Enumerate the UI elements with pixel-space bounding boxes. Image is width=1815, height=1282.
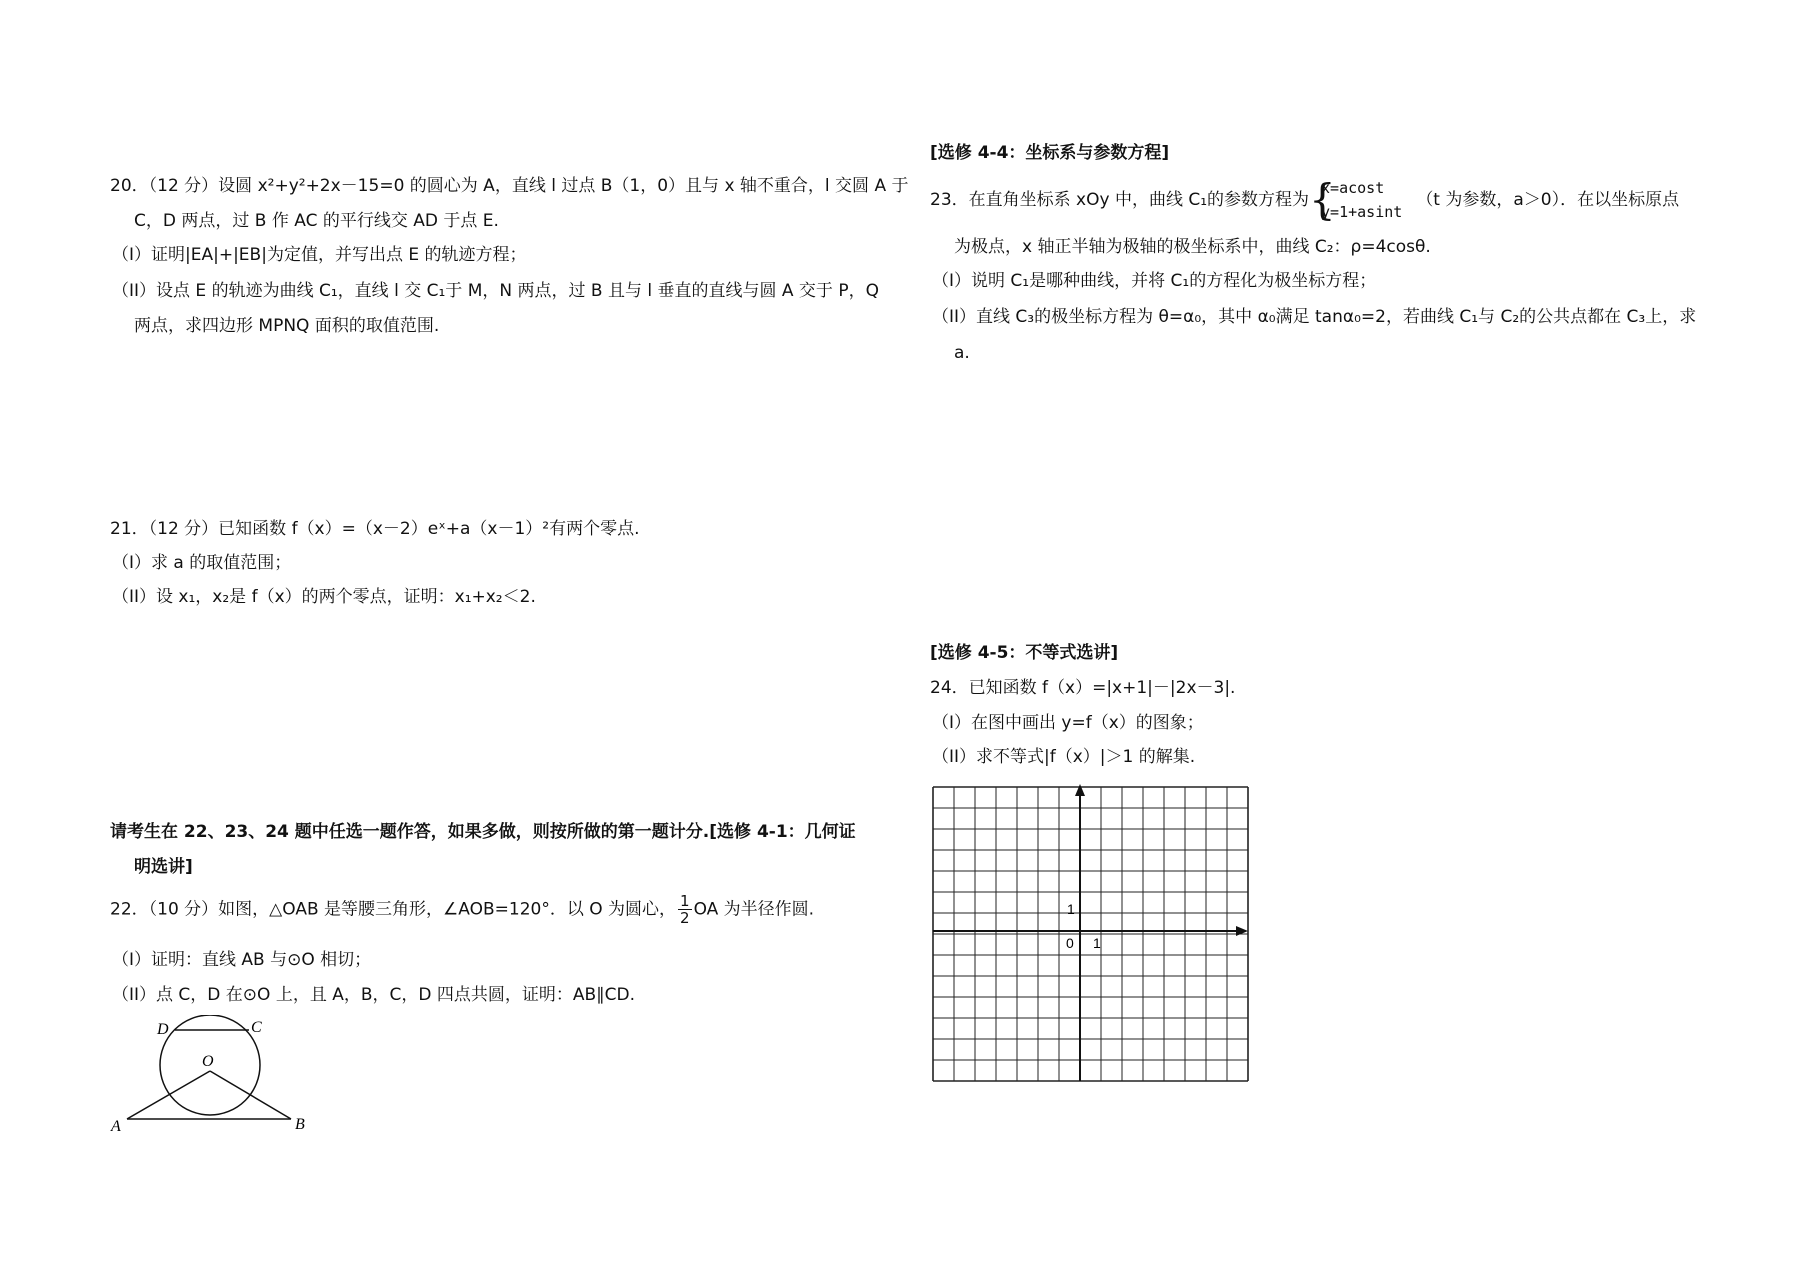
q22-geometry-figure	[105, 1015, 325, 1135]
q23-parametric-system	[1309, 176, 1402, 224]
y-axis-arrow-icon	[1075, 784, 1085, 796]
instruction-line2: 明选讲]	[134, 857, 193, 877]
q23-prefix: 23．在直角坐标系 xOy 中，曲线 C₁的参数方程为	[930, 190, 1310, 210]
grid-lines	[933, 787, 1248, 1081]
label-o: O	[202, 1053, 214, 1070]
label-a: A	[111, 1118, 121, 1135]
segment-ob	[210, 1071, 291, 1119]
grid-label-origin: 0	[1066, 935, 1074, 951]
q23-eq1: x=acost	[1321, 179, 1385, 197]
grid-label-y-one: 1	[1067, 901, 1075, 917]
q24-part1: （I）在图中画出 y=f（x）的图象；	[932, 713, 1204, 733]
q22-part1: （I）证明：直线 AB 与⊙O 相切；	[112, 950, 372, 970]
label-c: C	[251, 1019, 262, 1036]
q24-line1: 24．已知函数 f（x）=|x+1|－|2x－3|.	[930, 678, 1236, 698]
q22-fraction	[678, 893, 692, 926]
q23-line2: 为极点，x 轴正半轴为极轴的极坐标系中，曲线 C₂：ρ=4cosθ.	[954, 237, 1431, 257]
section44-heading: [选修 4-4：坐标系与参数方程]	[930, 143, 1170, 163]
q20-line1: 20．（12 分）设圆 x²+y²+2x－15=0 的圆心为 A，直线 l 过点 B（1，0）且与 x 轴不重合，l 交圆 A 于	[110, 176, 909, 196]
label-d: D	[157, 1021, 169, 1038]
section45-heading: [选修 4-5：不等式选讲]	[930, 643, 1119, 663]
q21-line1: 21．（12 分）已知函数 f（x）=（x－2）eˣ+a（x－1）²有两个零点.	[110, 519, 640, 539]
q24-part2: （II）求不等式|f（x）|＞1 的解集.	[932, 747, 1196, 767]
q23-stem	[930, 176, 1679, 224]
q23-suffix: （t 为参数，a＞0）．在以坐标原点	[1416, 190, 1680, 210]
q20-line2: C，D 两点，过 B 作 AC 的平行线交 AD 于点 E.	[134, 211, 499, 231]
q22-prefix: 22．（10 分）如图，△OAB 是等腰三角形，∠AOB=120°．以 O 为圆心，	[110, 899, 677, 920]
segment-oa	[127, 1071, 210, 1119]
q23-part1: （I）说明 C₁是哪种曲线，并将 C₁的方程化为极坐标方程；	[932, 271, 1377, 291]
q22-frac-num: 1	[680, 892, 690, 910]
q21-part2: （II）设 x₁，x₂是 f（x）的两个零点，证明：x₁+x₂＜2.	[112, 587, 536, 607]
q21-part1: （I）求 a 的取值范围；	[112, 553, 292, 573]
label-b: B	[295, 1116, 305, 1133]
q20-part2-line1: （II）设点 E 的轨迹为曲线 C₁，直线 l 交 C₁于 M，N 两点，过 B 且与 l 垂直的直线与圆 A 交于 P，Q	[112, 281, 879, 301]
q24-coordinate-grid	[930, 784, 1260, 1084]
q22-frac-den: 2	[680, 909, 690, 927]
q23-part2-line1: （II）直线 C₃的极坐标方程为 θ=α₀，其中 α₀满足 tanα₀=2，若曲线 C₁与 C₂的公共点都在 C₃上，求	[932, 307, 1697, 327]
q23-part2-line2: a.	[954, 343, 970, 363]
brace-icon: {	[1309, 175, 1336, 224]
instruction-line1: 请考生在 22、23、24 题中任选一题作答，如果多做，则按所做的第一题计分.[选修 4-1：几何证	[110, 822, 856, 842]
grid-label-x-one: 1	[1093, 935, 1101, 951]
q23-eq2: y=1+asint	[1321, 203, 1403, 221]
q20-part1: （I）证明|EA|+|EB|为定值，并写出点 E 的轨迹方程；	[112, 245, 527, 265]
q20-part2-line2: 两点，求四边形 MPNQ 面积的取值范围.	[134, 316, 440, 336]
q22-stem	[110, 893, 814, 926]
q22-part2: （II）点 C，D 在⊙O 上，且 A，B，C，D 四点共圆，证明：AB∥CD.	[112, 985, 636, 1005]
q22-suffix: OA 为半径作圆.	[693, 899, 815, 920]
